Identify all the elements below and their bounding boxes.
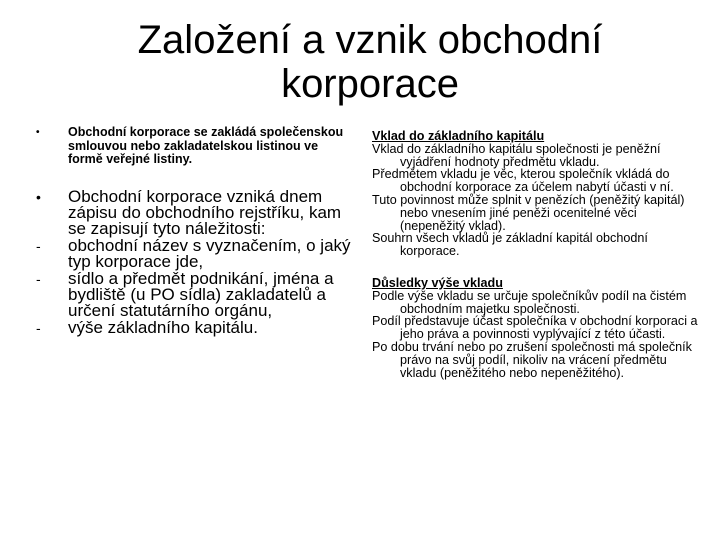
right-column: [372, 130, 702, 379]
list-item-text: obchodní název s vyznačením, o jaký typ korporace jde,: [68, 235, 351, 272]
bullet-dash-icon: -: [36, 237, 41, 254]
list-item: [36, 186, 356, 239]
paragraph: Podíl představuje účast společníka v obchodní korporaci a jeho práva a povinnosti vyplývající z této účasti.: [372, 314, 698, 342]
list-item-text: výše základního kapitálu.: [68, 317, 258, 337]
left-column: [36, 126, 356, 336]
list-item: [36, 317, 356, 337]
list-item-text: sídlo a předmět podnikání, jména a bydliště (u PO sídla) zakladatelů a určení statutárního orgánu,: [68, 268, 334, 321]
paragraph: Souhrn všech vkladů je základní kapitál obchodní korporace.: [372, 231, 648, 259]
paragraph: Tuto povinnost může splnit v penězích (peněžitý kapitál) nebo vnesením jiné peněži ocenitelné věci (nepeněžitý vklad).: [372, 192, 685, 233]
slide-title: [0, 18, 720, 106]
bullet-dot-icon: •: [36, 127, 40, 138]
list-item: [36, 126, 356, 167]
list-item-text: Obchodní korporace se zakládá společenskou smlouvou nebo zakladatelskou listinou ve formě veřejné listiny.: [68, 125, 344, 166]
slide-title-line-1: Založení a vznik obchodní: [137, 18, 603, 62]
paragraph: Vklad do základního kapitálu společnosti je peněžní vyjádření hodnoty předmětu vkladu.: [372, 141, 661, 169]
section-heading-dusledky: Důsledky výše vkladu: [372, 275, 503, 290]
list-item-text: Obchodní korporace vzniká dnem zápisu do obchodního rejstříku, kam se zapisují tyto náležitosti:: [68, 186, 342, 239]
section-heading-vklad: Vklad do základního kapitálu: [372, 129, 545, 143]
list-item: [36, 268, 356, 321]
section-spacer: [372, 258, 702, 277]
paragraph: Podle výše vkladu se určuje společníkův podíl na čistém obchodním majetku společnosti.: [372, 288, 687, 316]
bullet-dash-icon: -: [36, 319, 41, 336]
bullet-dash-icon: -: [36, 270, 41, 287]
list-item: [36, 235, 356, 272]
paragraph: Po dobu trvání nebo po zrušení společnosti má společník právo na svůj podíl, nikoliv na vrácení předmětu vkladu (peněžitého nebo nepeněžitého).: [372, 339, 692, 380]
bullet-dot-icon: •: [36, 188, 41, 205]
slide-title-line-2: korporace: [281, 62, 459, 106]
paragraph: Předmětem vkladu je věc, kterou společník vkládá do obchodní korporace za účelem nabytí účasti v ní.: [372, 167, 674, 195]
